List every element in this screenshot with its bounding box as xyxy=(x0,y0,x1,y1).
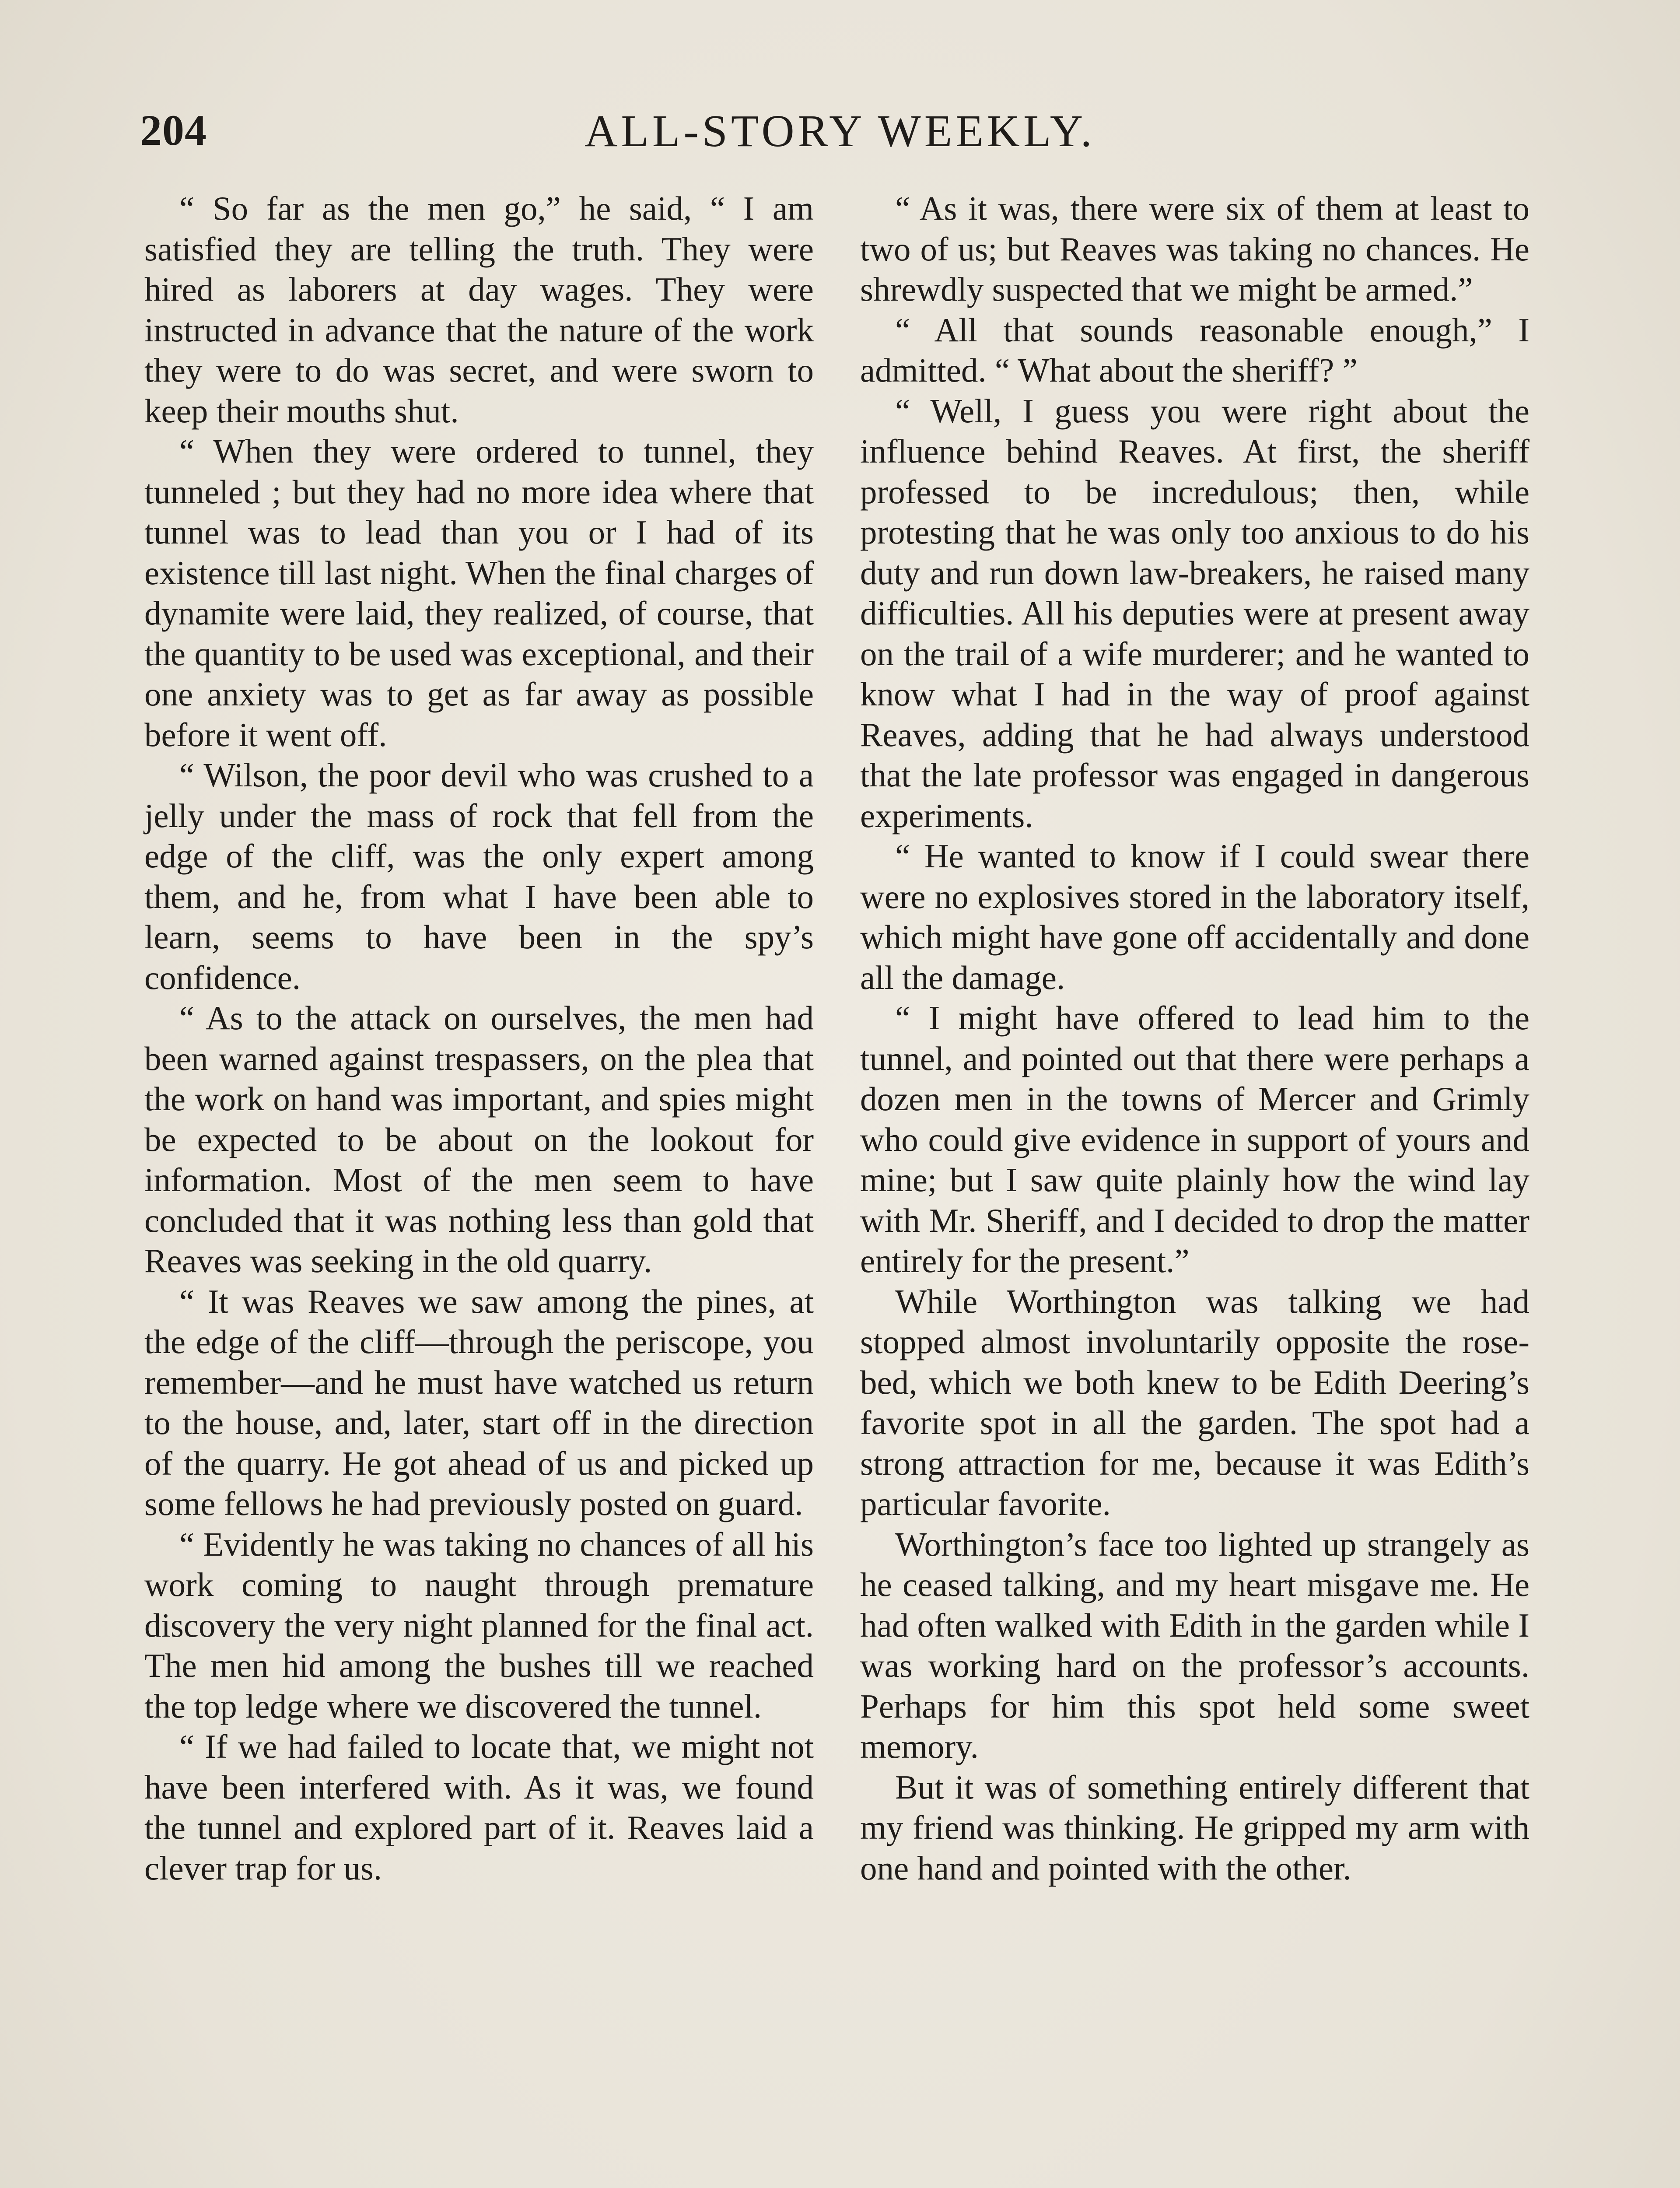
paragraph: “ As to the attack on ourselves, the men had been warned against trespassers, on the plea that the work on hand was important, and spies might be expected to be about on the lookout for information. Most of the men seem to have concluded that it was nothing less than gold that Reaves was seeking in the old quarry. xyxy=(144,999,814,1280)
paragraph: “ If we had failed to locate that, we might not have been interfered with. As it was, we found the tunnel and explored part of it. Reaves laid a clever trap for us. xyxy=(144,1728,814,1887)
paragraph: Worthington’s face too lighted up strangely as he ceased talking, and my heart misgave me. He had often walked with Edith in the garden while I was working hard on the professor’s accounts. Perhaps for him this spot held some sweet memory. xyxy=(860,1525,1530,1765)
page-number: 204 xyxy=(140,106,207,154)
right-column xyxy=(860,188,1530,1888)
paragraph: “ Evidently he was taking no chances of all his work coming to naught through premature discovery the very night planned for the final act. The men hid among the bushes till we reached the top ledge where we discovered the tunnel. xyxy=(144,1525,814,1725)
paragraph: “ He wanted to know if I could swear there were no explosives stored in the laboratory itself, which might have gone off accidentally and done all the damage. xyxy=(860,837,1530,996)
paragraph: “ Wilson, the poor devil who was crushed to a jelly under the mass of rock that fell from the edge of the cliff, was the only expert among them, and he, from what I have been able to learn, seems to have been in the spy’s confidence. xyxy=(144,756,814,996)
paragraph: “ As it was, there were six of them at least to two of us; but Reaves was taking no chances. He shrewdly suspected that we might be armed.” xyxy=(860,189,1530,308)
paragraph: “ It was Reaves we saw among the pines, at the edge of the cliff—through the periscope, you remember—and he must have watched us return to the house, and, later, start off in the direction of the quarry. He got ahead of us and picked up some fellows he had previously posted on guard. xyxy=(144,1282,814,1522)
paragraph: “ When they were ordered to tunnel, they tunneled ; but they had no more idea where that tunnel was to lead than you or I had of its existence till last night. When the final charges of dynamite were laid, they realized, of course, that the quantity to be used was exceptional, and their one anxiety was to get as far away as possible before it went off. xyxy=(144,432,814,754)
paragraph: While Worthington was talking we had stopped almost involuntarily opposite the rose-bed, which we both knew to be Edith Deering’s favorite spot in all the garden. The spot had a strong attraction for me, because it was Edith’s particular favorite. xyxy=(860,1282,1530,1522)
left-column xyxy=(144,188,814,1888)
paragraph: “ I might have offered to lead him to the tunnel, and pointed out that there were perhaps a dozen men in the towns of Mercer and Grimly who could give evidence in support of yours and mine; but I saw quite plainly how the wind lay with Mr. Sheriff, and I decided to drop the matter entirely for the present.” xyxy=(860,999,1530,1280)
paragraph: “ All that sounds reasonable enough,” I admitted. “ What about the sheriff? ” xyxy=(860,311,1530,389)
paragraph: “ So far as the men go,” he said, “ I am satisfied they are telling the truth. They were hired as laborers at day wages. They were instructed in advance that the nature of the work they were to do was secret, and were sworn to keep their mouths shut. xyxy=(144,189,814,430)
running-title: ALL-STORY WEEKLY. xyxy=(584,106,1096,156)
page-header xyxy=(140,88,1540,179)
paragraph: “ Well, I guess you were right about the influence behind Reaves. At first, the sheriff professed to be incredulous; then, while protesting that he was only too anxious to do his duty and run down law-breakers, he raised many difficulties. All his deputies were at present away on the trail of a wife murderer; and he wanted to know what I had in the way of proof against Reaves, adding that he had always understood that the late professor was engaged in dangerous experiments. xyxy=(860,392,1530,835)
paragraph: But it was of something entirely different that my friend was thinking. He gripped my arm with one hand and pointed with the other. xyxy=(860,1768,1530,1887)
